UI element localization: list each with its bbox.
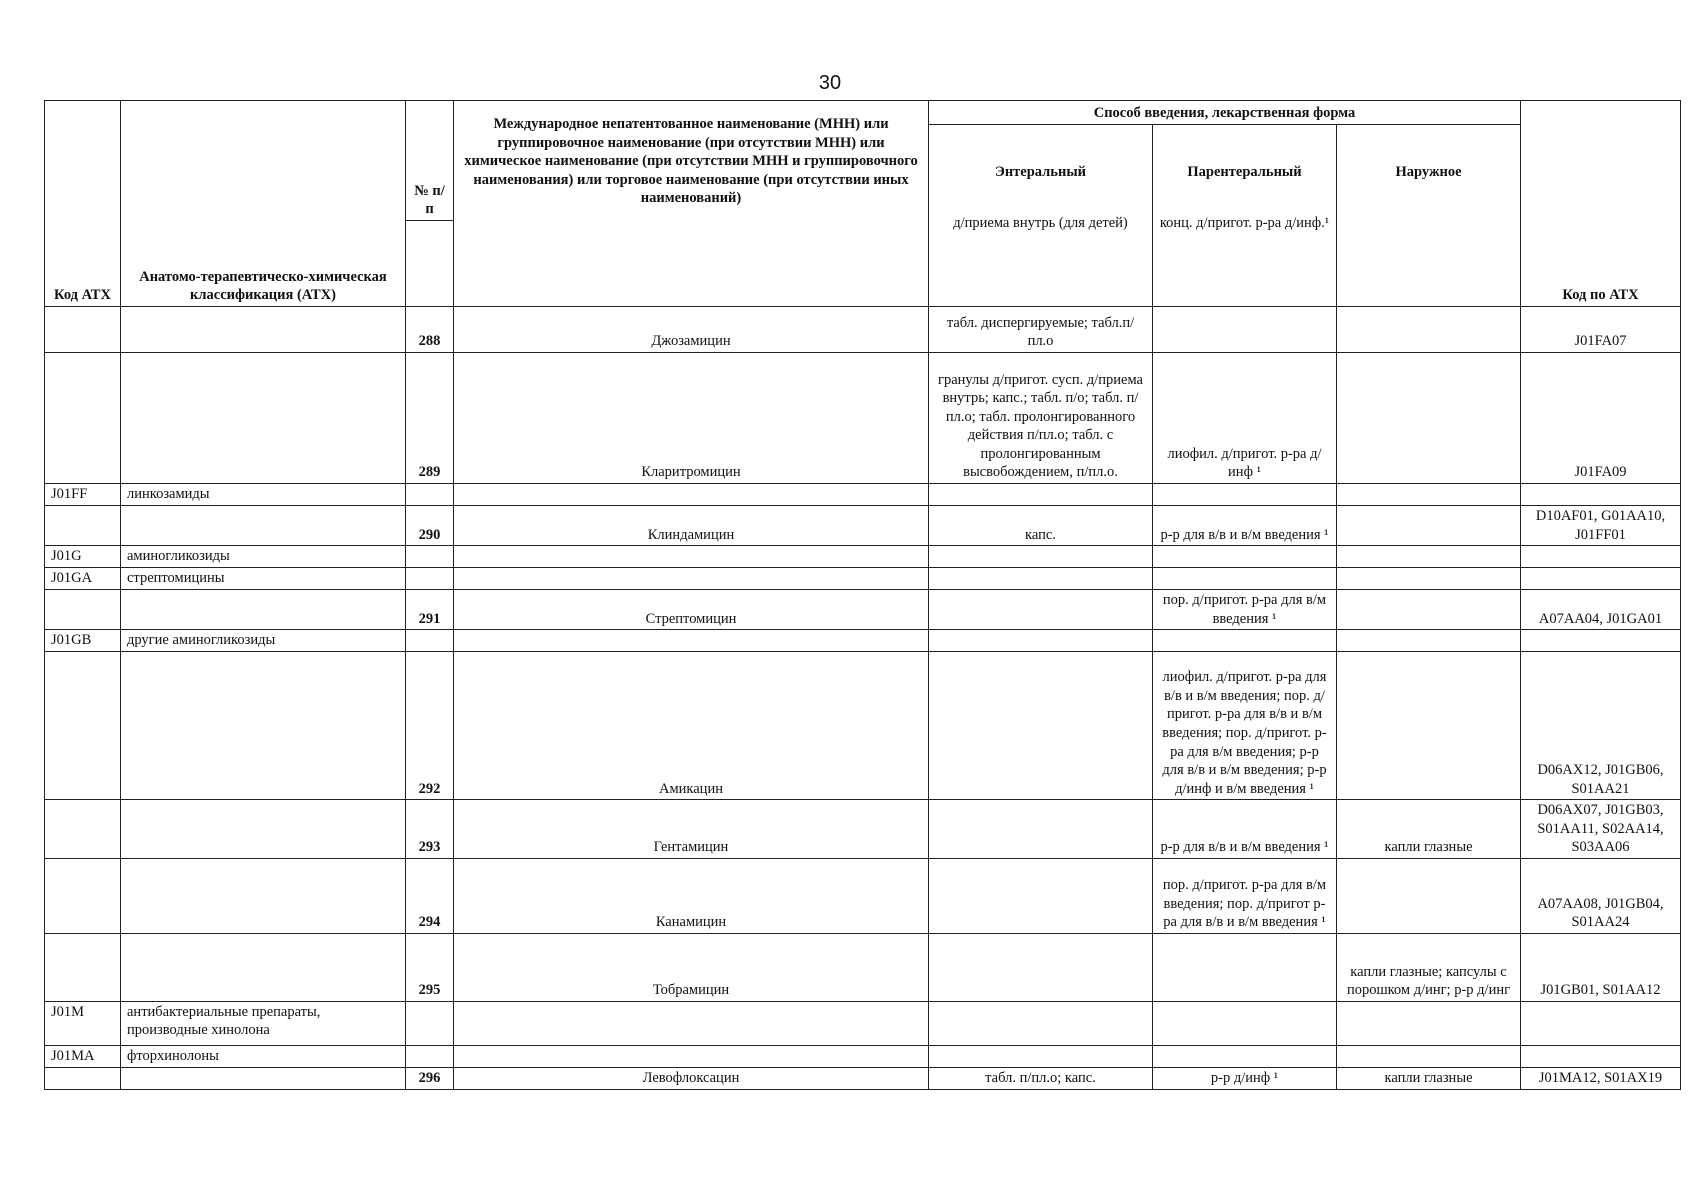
class-cell: другие аминогликозиды [121,630,406,652]
atc-cell [45,1067,121,1089]
parenteral-cell: р-р для в/в и в/м введения ¹ [1153,800,1337,859]
parenteral-cell: лиофил. д/пригот. р-ра д/инф ¹ [1153,353,1337,484]
code-cell: J01GB01, S01AA12 [1521,933,1681,1001]
header-num-blank [406,221,454,307]
name-cell [454,546,929,568]
table-row [45,307,1681,353]
class-cell [121,652,406,800]
table-row [45,1067,1681,1089]
atc-cell [45,307,121,353]
atc-cell [45,590,121,630]
table-row [45,546,1681,568]
num-cell [406,1045,454,1067]
external-cell [1337,1045,1521,1067]
parenteral-cell: р-р д/инф ¹ [1153,1067,1337,1089]
name-cell [454,1001,929,1045]
name-cell: Джозамицин [454,307,929,353]
external-cell [1337,630,1521,652]
name-cell: Амикацин [454,652,929,800]
atc-cell: J01FF [45,484,121,506]
atc-cell: J01GB [45,630,121,652]
table-row [45,1045,1681,1067]
table-row [45,1001,1681,1045]
atc-cell: J01G [45,546,121,568]
code-cell: A07AA08, J01GB04, S01AA24 [1521,858,1681,933]
class-cell: фторхинолоны [121,1045,406,1067]
header-parenteral-note: конц. д/пригот. р-ра д/инф.¹ [1159,214,1330,231]
external-cell [1337,546,1521,568]
atc-cell: J01GA [45,568,121,590]
class-cell [121,800,406,859]
code-cell: D10AF01, G01AA10, J01FF01 [1521,506,1681,546]
code-cell [1521,568,1681,590]
enteral-cell [929,568,1153,590]
enteral-cell [929,590,1153,630]
num-cell: 291 [406,590,454,630]
external-cell [1337,484,1521,506]
header-inn: Международное непатентованное наименование (МНН) или группировочное наименование (при отсутствии МНН) или химическое наименование (при отсутствии МНН и группировочного наименования) или торговое наименование (при отсутствии иных наименований) [454,101,929,307]
class-cell [121,858,406,933]
num-cell [406,1001,454,1045]
parenteral-cell [1153,546,1337,568]
class-cell [121,933,406,1001]
code-cell: J01FA09 [1521,353,1681,484]
enteral-cell: капс. [929,506,1153,546]
external-cell [1337,858,1521,933]
name-cell: Стрептомицин [454,590,929,630]
atc-cell [45,353,121,484]
external-cell: капли глазные [1337,1067,1521,1089]
enteral-cell [929,546,1153,568]
external-cell [1337,506,1521,546]
page-number: 30 [818,72,842,94]
name-cell: Кларитромицин [454,353,929,484]
header-enteral-note: д/приема внутрь (для детей) [953,214,1128,231]
enteral-cell [929,630,1153,652]
code-cell [1521,630,1681,652]
num-cell: 296 [406,1067,454,1089]
header-external: Наружное [1337,125,1521,307]
class-cell [121,307,406,353]
header-parenteral-label: Парентеральный [1187,164,1302,180]
atc-cell [45,652,121,800]
num-cell: 295 [406,933,454,1001]
num-cell: 290 [406,506,454,546]
header-route-group: Способ введения, лекарственная форма [929,101,1521,125]
parenteral-cell: пор. д/пригот. р-ра для в/м введения; пор. д/пригот р-ра для в/в и в/м введения ¹ [1153,858,1337,933]
code-cell: J01MA12, S01AX19 [1521,1067,1681,1089]
enteral-cell [929,933,1153,1001]
table-row [45,800,1681,859]
enteral-cell: табл. диспергируемые; табл.п/пл.о [929,307,1153,353]
external-cell [1337,1001,1521,1045]
table-row [45,933,1681,1001]
num-cell: 289 [406,353,454,484]
parenteral-cell [1153,1001,1337,1045]
header-num: № п/п [406,101,454,221]
table-row [45,590,1681,630]
class-cell: антибактериальные препараты, производные хинолона [121,1001,406,1045]
table-row [45,630,1681,652]
enteral-cell [929,800,1153,859]
name-cell [454,1045,929,1067]
parenteral-cell [1153,307,1337,353]
parenteral-cell [1153,1045,1337,1067]
enteral-cell [929,1045,1153,1067]
external-cell: капли глазные [1337,800,1521,859]
class-cell [121,506,406,546]
class-cell [121,353,406,484]
parenteral-cell: лиофил. д/пригот. р-ра для в/в и в/м введения; пор. д/пригот. р-ра для в/в и в/м введения; пор. д/пригот. р-ра для в/м введения; р-р для в/в и в/м введения; р-р д/инф и в/м введения ¹ [1153,652,1337,800]
header-enteral-label: Энтеральный [994,164,1087,180]
class-cell: стрептомицины [121,568,406,590]
atc-cell [45,800,121,859]
atc-cell [45,933,121,1001]
parenteral-cell [1153,484,1337,506]
num-cell: 288 [406,307,454,353]
parenteral-cell [1153,568,1337,590]
parenteral-cell: р-р для в/в и в/м введения ¹ [1153,506,1337,546]
external-cell [1337,590,1521,630]
code-cell [1521,546,1681,568]
code-cell [1521,484,1681,506]
name-cell: Левофлоксацин [454,1067,929,1089]
external-cell: капли глазные; капсулы с порошком д/инг; р-р д/инг [1337,933,1521,1001]
num-cell [406,568,454,590]
code-cell: J01FA07 [1521,307,1681,353]
name-cell: Канамицин [454,858,929,933]
num-cell [406,630,454,652]
header-parenteral [1153,125,1337,307]
enteral-cell [929,1001,1153,1045]
code-cell: A07AA04, J01GA01 [1521,590,1681,630]
code-cell: D06AX12, J01GB06, S01AA21 [1521,652,1681,800]
num-cell: 292 [406,652,454,800]
enteral-cell: табл. п/пл.о; капс. [929,1067,1153,1089]
atc-cell: J01MA [45,1045,121,1067]
parenteral-cell [1153,933,1337,1001]
parenteral-cell [1153,630,1337,652]
num-cell: 293 [406,800,454,859]
enteral-cell [929,484,1153,506]
name-cell [454,568,929,590]
code-cell: D06AX07, J01GB03, S01AA11, S02AA14, S03AA06 [1521,800,1681,859]
external-cell [1337,568,1521,590]
name-cell: Тобрамицин [454,933,929,1001]
header-atc-code-right: Код по АТХ [1521,101,1681,307]
class-cell [121,590,406,630]
name-cell: Клиндамицин [454,506,929,546]
table-row [45,568,1681,590]
num-cell: 294 [406,858,454,933]
parenteral-cell: пор. д/пригот. р-ра для в/м введения ¹ [1153,590,1337,630]
num-cell [406,546,454,568]
num-cell [406,484,454,506]
header-atc-code: Код АТХ [45,101,121,307]
table-row [45,484,1681,506]
external-cell [1337,353,1521,484]
table-row [45,858,1681,933]
external-cell [1337,307,1521,353]
class-cell: линкозамиды [121,484,406,506]
enteral-cell [929,858,1153,933]
name-cell [454,630,929,652]
header-enteral [929,125,1153,307]
name-cell [454,484,929,506]
enteral-cell: гранулы д/пригот. сусп. д/приема внутрь; капс.; табл. п/о; табл. п/пл.о; табл. пролонгированного действия п/пл.о; табл. с пролонгированным высвобождением, п/пл.о. [929,353,1153,484]
atc-cell: J01M [45,1001,121,1045]
atc-cell [45,858,121,933]
code-cell [1521,1045,1681,1067]
enteral-cell [929,652,1153,800]
code-cell [1521,1001,1681,1045]
table-row [45,506,1681,546]
table-row [45,353,1681,484]
class-cell [121,1067,406,1089]
drug-table [44,100,1681,1090]
header-atc-class: Анатомо-терапевтическо-химическая классификация (АТХ) [121,101,406,307]
atc-cell [45,506,121,546]
external-cell [1337,652,1521,800]
class-cell: аминогликозиды [121,546,406,568]
table-row [45,652,1681,800]
name-cell: Гентамицин [454,800,929,859]
